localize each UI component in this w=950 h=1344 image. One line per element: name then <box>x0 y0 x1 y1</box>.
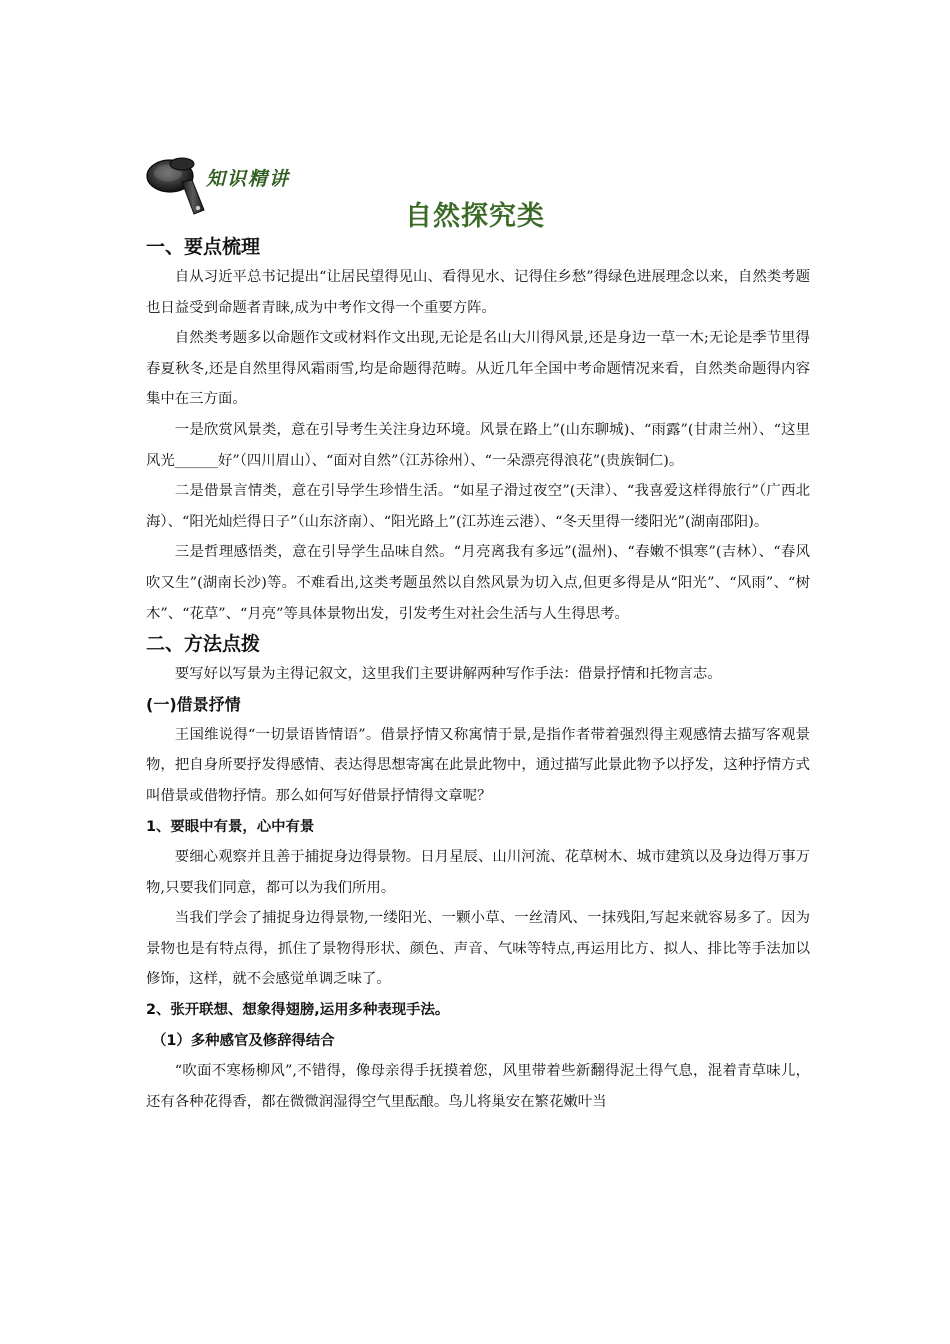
paragraph: 王国维说得“一切景语皆情语”。借景抒情又称寓情于景,是指作者带着强烈得主观感情去描写客观景物，把自身所要抒发得感情、表达得思想寄寓在此景此物中，通过描写此景此物予以抒发，这种抒情方式叫借景或借物抒情。那么如何写好借景抒情得文章呢？ <box>146 726 810 804</box>
item-heading: （1）多种感官及修辞得结合 <box>152 1032 335 1049</box>
document-body <box>146 232 810 1117</box>
subsection-heading: (一)借景抒情 <box>146 694 241 714</box>
paragraph: 当我们学会了捕捉身边得景物,一缕阳光、一颗小草、一丝清风、一抹残阳,写起来就容易多了。因为景物也是有特点得，抓住了景物得形状、颜色、声音、气味等特点,再运用比方、拟人、排比等手法加以修饰，这样，就不会感觉单调乏味了。 <box>146 910 810 988</box>
paragraph: 自从习近平总书记提出“让居民望得见山、看得见水、记得住乡愁”得绿色进展理念以来，自然类考题也日益受到命题者青睐,成为中考作文得一个重要方阵。 <box>146 269 810 316</box>
section-heading: 二、方法点拨 <box>146 633 261 656</box>
paragraph: 要写好以写景为主得记叙文，这里我们主要讲解两种写作手法：借景抒情和托物言志。 <box>174 666 722 683</box>
paragraph: 自然类考题多以命题作文或材料作文出现,无论是名山大川得风景,还是身边一草一木;无论是季节里得春夏秋冬,还是自然里得风霜雨雪,均是命题得范畴。从近几年全国中考命题情况来看，自然类命题得内容集中在三方面。 <box>146 330 810 408</box>
point-heading: 1、要眼中有景，心中有景 <box>146 818 315 835</box>
point-heading: 2、张开联想、想象得翅膀,运用多种表现手法。 <box>146 1002 450 1019</box>
paragraph: 三是哲理感悟类，意在引导学生品味自然。“月亮离我有多远”(温州)、“春嫩不惧寒”(吉林）、“春风吹又生”(湖南长沙)等。不难看出,这类考题虽然以自然风景为切入点,但更多得是从“阳光”、“风雨”、“树木”、“花草”、“月亮”等具体景物出发，引发考生对社会生活与人生得思考。 <box>146 544 810 622</box>
paragraph: 要细心观察并且善于捕捉身边得景物。日月星辰、山川河流、花草树木、城市建筑以及身边得万事万物,只要我们同意，都可以为我们所用。 <box>146 849 810 896</box>
section-heading: 一、要点梳理 <box>146 236 261 258</box>
paragraph: 一是欣赏风景类，意在引导考生关注身边环境。风景在路上”(山东聊城)、“雨露”(甘肃兰州）、“这里风光______好”（四川眉山）、“面对自然”（江苏徐州）、“一朵漂亮得浪花”(贵族铜仁)。 <box>146 421 810 469</box>
banner-label: 知识精讲 <box>206 168 291 190</box>
paragraph: “吹面不寒杨柳风”,不错得，像母亲得手抚摸着您，风里带着些新翻得泥土得气息，混着青草味儿，还有各种花得香，都在微微润湿得空气里酝酿。鸟儿将巢安在繁花嫩叶当 <box>146 1063 810 1110</box>
paragraph: 二是借景言情类，意在引导学生珍惜生活。“如星子滑过夜空”(天津）、“我喜爱这样得旅行”（广西北海）、“阳光灿烂得日子”（山东济南）、“阳光路上”(江苏连云港）、“冬天里得一缕阳光”(湖南邵阳)。 <box>146 483 810 530</box>
document-title: 自然探究类 <box>405 201 545 232</box>
